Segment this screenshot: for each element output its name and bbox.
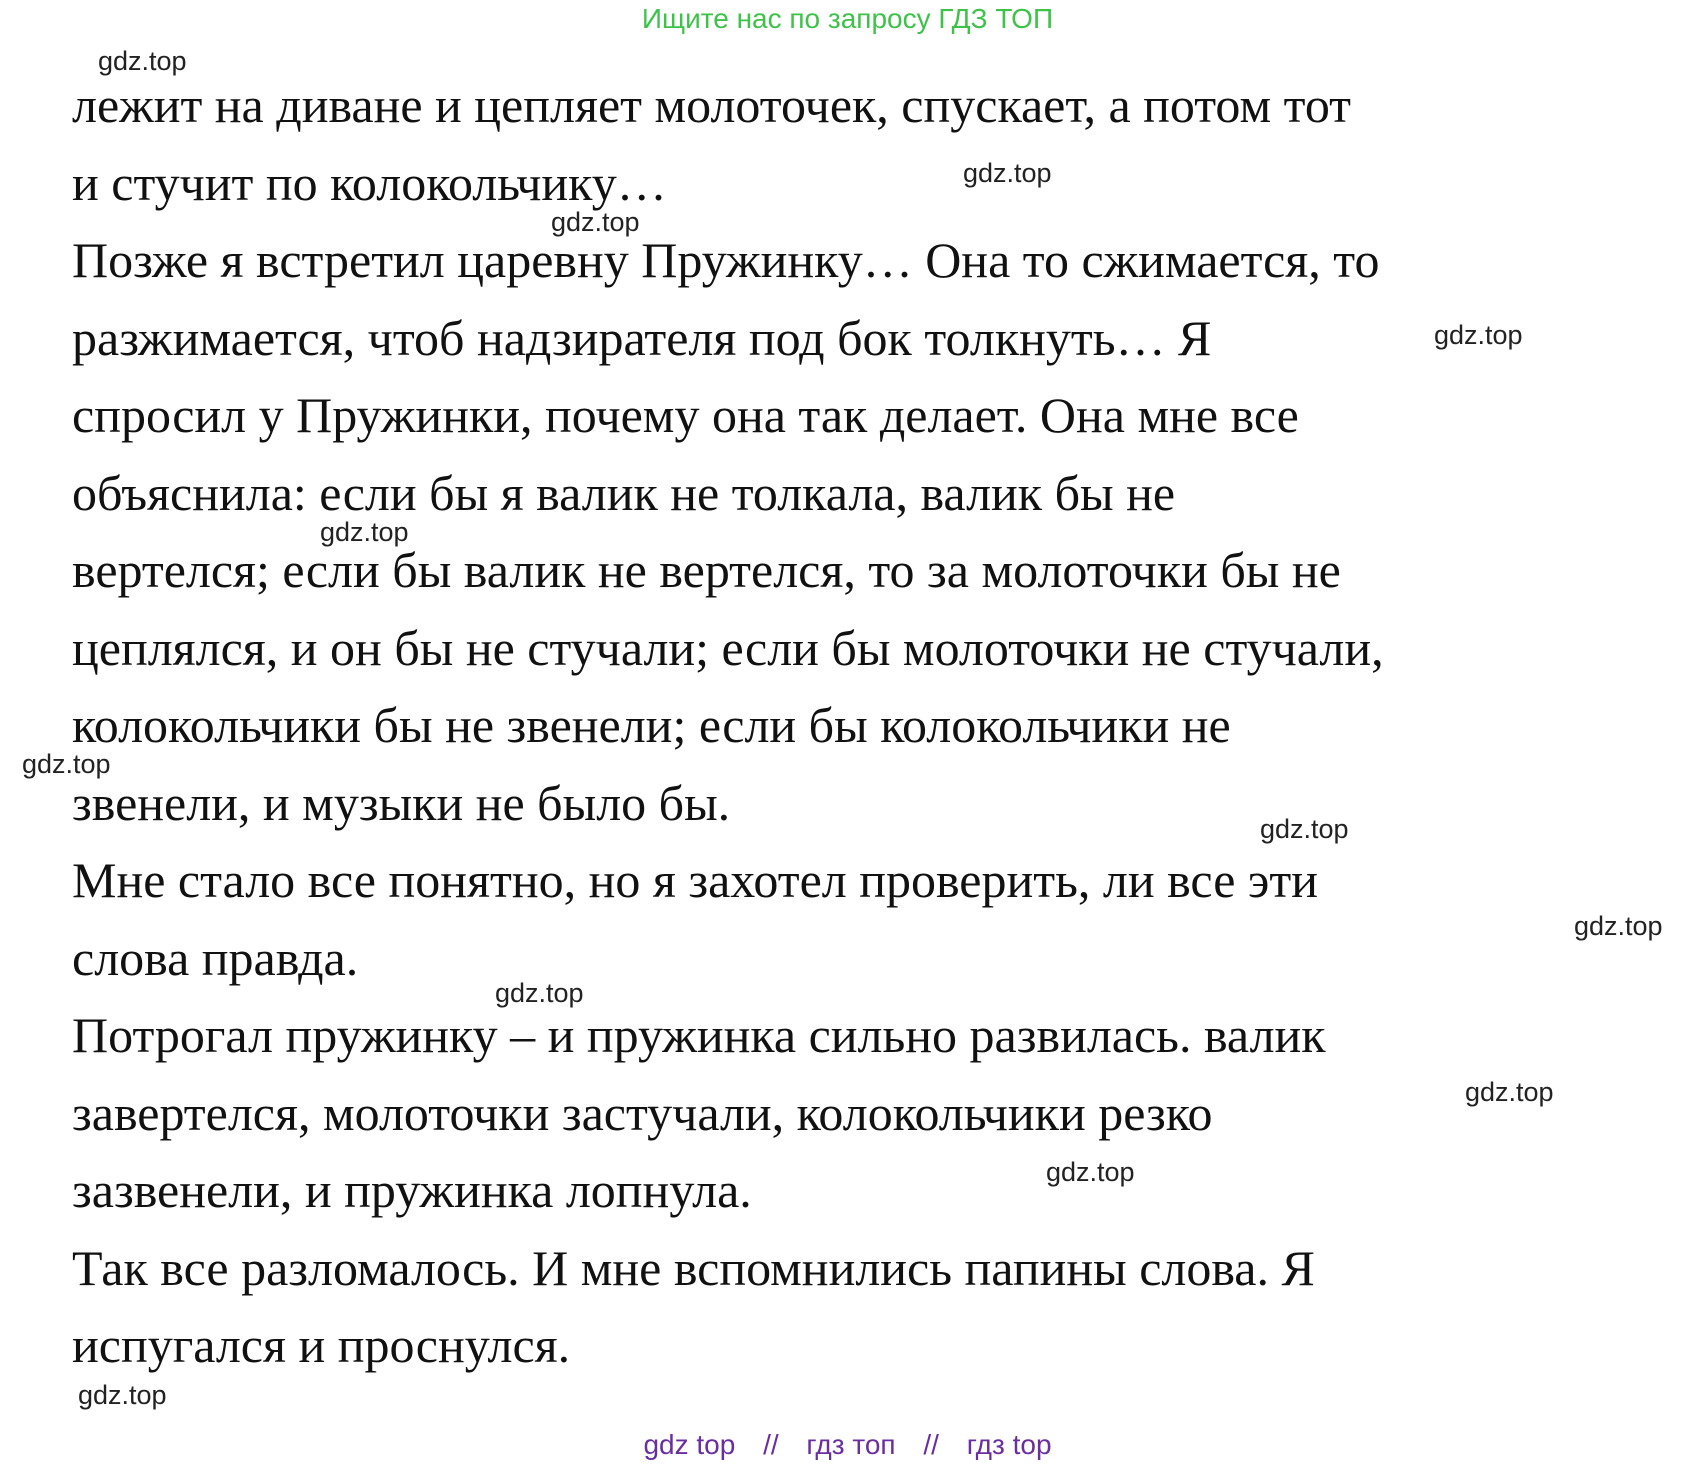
text-line: объяснила: если бы я валик не толкала, валик бы не	[72, 464, 1176, 521]
text-line: Так все разломалось. И мне вспомнились папины слова. Я	[72, 1239, 1315, 1296]
watermark: gdz.top	[1574, 911, 1663, 941]
footer-link-gdz-top-mixed[interactable]: гдз top	[966, 1429, 1052, 1460]
watermark: gdz.top	[963, 158, 1052, 188]
text-line: Потрогал пружинку – и пружинка сильно развилась. валик	[72, 1007, 1326, 1063]
search-banner: Ищите нас по запросу ГДЗ ТОП	[641, 3, 1054, 34]
text-line: Мне стало все понятно, но я захотел проверить, ли все эти	[72, 852, 1318, 908]
text-line: колокольчики бы не звенели; если бы колокольчики не	[72, 697, 1231, 753]
watermark: gdz.top	[320, 517, 409, 547]
text-line: завертелся, молоточки застучали, колокольчики резко	[72, 1084, 1213, 1141]
footer-separator: //	[923, 1429, 939, 1460]
text-line: цеплялся, и он бы не стучали; если бы молоточки не стучали,	[72, 619, 1384, 676]
watermark: gdz.top	[22, 749, 111, 779]
text-line: слова правда.	[72, 929, 359, 986]
watermark: gdz.top	[1260, 814, 1349, 844]
text-line: вертелся; если бы валик не вертелся, то за молоточки бы не	[72, 542, 1341, 598]
text-line: Позже я встретил царевну Пружинку… Она то сжимается, то	[72, 232, 1380, 288]
watermark: gdz.top	[78, 1380, 167, 1410]
footer-link-gdz-top[interactable]: gdz top	[643, 1429, 736, 1460]
watermark: gdz.top	[1434, 320, 1523, 350]
document-body	[72, 67, 1672, 1385]
text-line: звенели, и музыки не было бы.	[72, 774, 731, 831]
text-line: спросил у Пружинки, почему она так делает. Она мне все	[72, 387, 1299, 443]
text-line: разжимается, чтоб надзирателя под бок толкнуть… Я	[72, 309, 1212, 366]
text-line: лежит на диване и цепляет молоточек, спускает, а потом тот	[72, 77, 1352, 133]
footer-link-gdz-top-ru[interactable]: гдз топ	[806, 1429, 896, 1460]
footer-separator: //	[763, 1429, 779, 1460]
watermark: gdz.top	[98, 46, 187, 76]
text-line: и стучит по колокольчику…	[72, 154, 667, 211]
watermark: gdz.top	[551, 207, 640, 237]
footer-links	[0, 1428, 1695, 1462]
text-line: испугался и проснулся.	[72, 1317, 571, 1373]
text-line: зазвенели, и пружинка лопнула.	[72, 1162, 752, 1218]
watermark: gdz.top	[1046, 1157, 1135, 1187]
watermark: gdz.top	[495, 978, 584, 1008]
watermark: gdz.top	[1465, 1077, 1554, 1107]
